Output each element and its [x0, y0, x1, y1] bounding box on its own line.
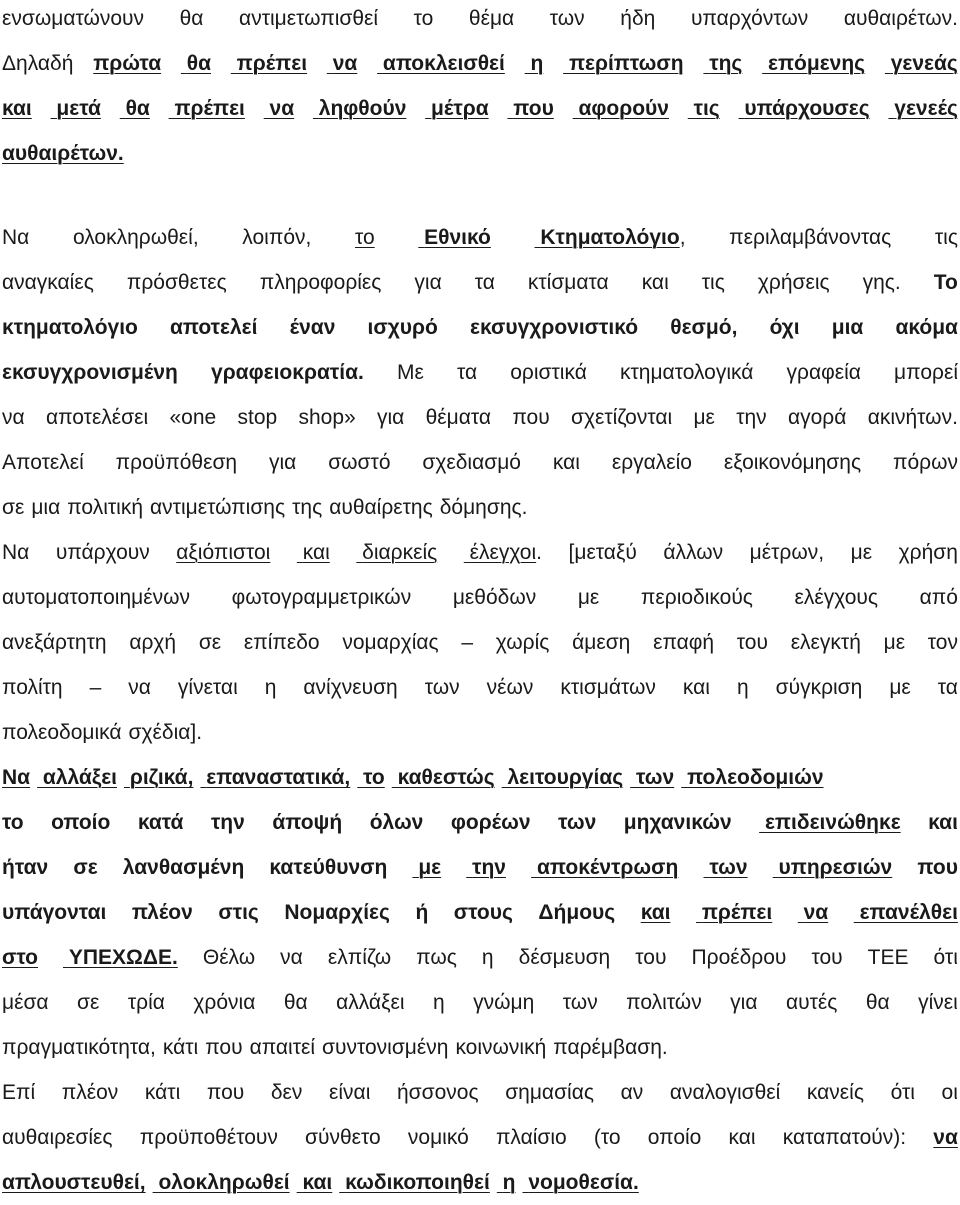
text-line: [2, 845, 958, 890]
text-line: [2, 1115, 958, 1160]
word: επόμενης: [767, 52, 866, 75]
word: Αποτελεί: [2, 451, 84, 474]
word: αγορά: [787, 406, 847, 429]
text-line: [2, 0, 958, 41]
word: έναν: [289, 316, 336, 339]
word: αντιμετωπισθεί: [239, 7, 379, 30]
word: σύγκριση: [775, 676, 863, 699]
word: Με: [396, 361, 424, 384]
word: την: [472, 856, 506, 879]
word: πλαίσιο: [495, 1126, 567, 1149]
word: κτισμάτων: [560, 676, 656, 699]
word: τα: [474, 271, 495, 294]
word: σε: [198, 631, 222, 654]
word: να: [332, 52, 358, 75]
paragraph-measures: [2, 215, 958, 1205]
word: χρόνια: [193, 991, 256, 1014]
word: στους: [453, 901, 513, 924]
word: πολιτική: [67, 496, 144, 519]
word: των: [562, 991, 598, 1014]
word: πληροφορίες: [259, 271, 382, 294]
word: ΥΠΕΧΩΔΕ.: [68, 946, 178, 969]
word: ότι: [890, 1081, 915, 1104]
word: τα: [937, 676, 958, 699]
word: για: [377, 406, 405, 429]
word: την: [736, 406, 767, 429]
word: επαφή: [653, 631, 715, 654]
text-line: [2, 350, 958, 395]
word: απλουστευθεί,: [2, 1171, 146, 1194]
word: καθεστώς: [397, 766, 495, 789]
word: όχι: [769, 316, 800, 339]
word: μέτρα: [431, 97, 489, 120]
text-line: [2, 131, 958, 176]
text-line: [2, 1160, 958, 1205]
word: άλλων: [663, 541, 724, 564]
word: μπορεί: [894, 361, 958, 384]
word: και: [552, 451, 580, 474]
word: εκσυγχρονιστικό: [470, 316, 639, 339]
text-line: [2, 755, 958, 800]
word: το: [413, 7, 434, 30]
word: των: [636, 766, 675, 789]
word: του: [635, 946, 667, 969]
word: και: [640, 901, 671, 924]
word: το: [363, 766, 385, 789]
word: Δηλαδή: [2, 52, 74, 75]
word: να: [933, 1126, 958, 1149]
word: υπάρχουν: [55, 541, 150, 564]
word: σχεδιασμό: [422, 451, 521, 474]
text-line: [2, 395, 958, 440]
word: μέσα: [2, 991, 49, 1014]
word: ότι: [933, 946, 958, 969]
word: πολιτών: [626, 991, 702, 1014]
word: γραφειοκρατία.: [211, 361, 364, 384]
word: η: [481, 946, 494, 969]
word: οποίο: [51, 811, 111, 834]
word: αρχή: [129, 631, 177, 654]
word: Να: [2, 766, 31, 789]
text-line: [2, 890, 958, 935]
word: ολοκληρωθεί: [158, 1171, 290, 1194]
word: ριζικά,: [129, 766, 194, 789]
word: του: [736, 631, 768, 654]
word: σημασίας: [505, 1081, 594, 1104]
word: με: [883, 631, 906, 654]
word: χρήση: [898, 541, 958, 564]
word: σε: [2, 496, 25, 519]
text-line: [2, 620, 958, 665]
word: ανεξάρτητη: [2, 631, 107, 654]
word: κτίσματα: [527, 271, 609, 294]
word: αποκλεισθεί: [382, 52, 505, 75]
word: θέμα: [468, 7, 515, 30]
word: θα: [865, 991, 890, 1014]
word: πρέπει: [701, 901, 773, 924]
word: shop»: [298, 406, 356, 429]
word: μέτρων,: [749, 541, 825, 564]
word: προϋποθέτουν: [139, 1126, 278, 1149]
text-line: [2, 215, 958, 260]
word: διαρκείς: [362, 541, 438, 564]
word: ελπίζω: [327, 946, 392, 969]
word: Το: [933, 271, 958, 294]
word: μηχανικών: [623, 811, 732, 834]
word: και: [302, 1171, 333, 1194]
word: Θέλω: [202, 946, 256, 969]
word: κανείς: [806, 1081, 864, 1104]
word: πλέον: [61, 1081, 119, 1104]
word: άμεση: [572, 631, 631, 654]
word: αποκέντρωση: [536, 856, 679, 879]
word: αναγκαίες: [2, 271, 94, 294]
word: περιλαμβάνοντας: [729, 226, 892, 249]
text-line: [2, 1070, 958, 1115]
word: αυθαιρέτων.: [2, 142, 124, 165]
word: ελέγχους: [794, 586, 879, 609]
text-line: [2, 980, 958, 1025]
word: κοινωνική: [455, 1036, 547, 1059]
word: της: [292, 496, 323, 519]
word: προϋπόθεση: [115, 451, 238, 474]
word: πλέον: [131, 901, 193, 924]
word: αφορούν: [578, 97, 669, 120]
word: πραγματικότητα,: [2, 1036, 156, 1059]
word: που: [513, 97, 554, 120]
word: γης.: [862, 271, 901, 294]
word: απαιτεί: [249, 1036, 316, 1059]
word: από: [919, 586, 958, 609]
word: επαναστατικά,: [206, 766, 351, 789]
word: αντιμετώπισης: [150, 496, 286, 519]
word: και: [302, 541, 330, 564]
word: τις: [934, 226, 958, 249]
word: αυθαίρετης: [329, 496, 433, 519]
word: τον: [927, 631, 958, 654]
text-line: [2, 86, 958, 131]
word: έλεγχοι.: [469, 541, 542, 564]
word: επανέλθει: [859, 901, 958, 924]
word: για: [414, 271, 442, 294]
word: Να: [2, 226, 30, 249]
word: των: [549, 7, 585, 30]
word: πολίτη: [2, 676, 63, 699]
word: φωτογραμμετρικών: [231, 586, 412, 609]
word: σχέδια].: [128, 721, 203, 744]
word: των: [709, 856, 748, 879]
word: μια: [31, 496, 61, 519]
word: με: [850, 541, 873, 564]
word: να: [280, 946, 303, 969]
word: –: [461, 631, 474, 654]
word: γενεές: [894, 97, 958, 120]
word: αξιόπιστοι: [176, 541, 271, 564]
word: πως: [416, 946, 457, 969]
word: η: [264, 676, 277, 699]
word: πρέπει: [174, 97, 245, 120]
word: των: [558, 811, 597, 834]
word: γίνει: [918, 991, 958, 1014]
word: πολεοδομικά: [2, 721, 122, 744]
word: –: [89, 676, 102, 699]
word: το: [354, 226, 375, 249]
word: με: [577, 586, 600, 609]
word: θεσμό,: [670, 316, 738, 339]
word: οριστικά: [510, 361, 587, 384]
word: δεν: [270, 1081, 303, 1104]
word: τα: [456, 361, 478, 384]
word: ή: [415, 901, 429, 924]
word: η: [502, 1171, 516, 1194]
word: καταπατούν):: [782, 1126, 907, 1149]
word: σύνθετο: [305, 1126, 381, 1149]
word: να: [2, 406, 25, 429]
word: οποίο: [647, 1126, 702, 1149]
word: πόρων: [892, 451, 958, 474]
word: νέων: [486, 676, 534, 699]
text-line: [2, 710, 958, 755]
text-line: [2, 440, 958, 485]
word: ΤΕΕ: [867, 946, 909, 969]
word: νομαρχίας: [342, 631, 439, 654]
word: πολεοδομιών: [687, 766, 824, 789]
word: περιοδικούς: [640, 586, 753, 609]
word: αναλογισθεί: [669, 1081, 781, 1104]
word: γίνεται: [177, 676, 238, 699]
word: με: [693, 406, 715, 429]
word: σε: [73, 856, 98, 879]
word: ισχυρό: [367, 316, 438, 339]
word: το: [2, 811, 24, 834]
word: μια: [831, 316, 864, 339]
word: πρόσθετες: [126, 271, 227, 294]
word: η: [530, 52, 544, 75]
word: στις: [218, 901, 259, 924]
word: εξοικονόμησης: [723, 451, 862, 474]
word: Εθνικό: [424, 226, 491, 249]
word: αποτελέσει: [45, 406, 149, 429]
word: τρία: [127, 991, 165, 1014]
word: κατά: [137, 811, 184, 834]
word: και: [641, 271, 669, 294]
word: με: [889, 676, 911, 699]
word: κωδικοποιηθεί: [345, 1171, 490, 1194]
word: πρέπει: [236, 52, 308, 75]
word: αυτοματοποιημένων: [2, 586, 190, 609]
word: κατεύθυνση: [269, 856, 388, 879]
word: για: [269, 451, 297, 474]
word: του: [811, 946, 843, 969]
word: νομικό: [407, 1126, 469, 1149]
word: να: [269, 97, 295, 120]
word: εργαλείο: [611, 451, 692, 474]
word: θα: [283, 991, 308, 1014]
word: [μεταξύ: [568, 541, 637, 564]
word: κτηματολόγιο: [2, 316, 138, 339]
word: θέματα: [425, 406, 492, 429]
text-line: [2, 530, 958, 575]
word: δόμησης.: [439, 496, 528, 519]
word: αλλάξει: [336, 991, 405, 1014]
word: Προέδρου: [691, 946, 787, 969]
word: αυτές: [785, 991, 838, 1014]
word: στο: [2, 946, 38, 969]
paragraph-intro: [2, 0, 958, 176]
word: αυθαιρέτων.: [843, 7, 958, 30]
word: «one: [169, 406, 217, 429]
word: χωρίς: [495, 631, 550, 654]
word: νομοθεσία.: [528, 1171, 639, 1194]
word: γραφεία: [786, 361, 861, 384]
text-line: [2, 800, 958, 845]
word: που: [512, 406, 550, 429]
word: σε: [77, 991, 100, 1014]
word: και: [2, 97, 32, 120]
word: υπάγονται: [2, 901, 107, 924]
word: άποψή: [272, 811, 343, 834]
word: γενεάς: [890, 52, 958, 75]
word: και: [728, 1126, 756, 1149]
word: ακόμα: [895, 316, 958, 339]
word: Επί: [2, 1081, 36, 1104]
word: ελεγκτή: [790, 631, 861, 654]
word: συντονισμένη: [322, 1036, 449, 1059]
word: κτηματολογικά: [619, 361, 754, 384]
word: οι: [941, 1081, 958, 1104]
word: ανίχνευση: [303, 676, 398, 699]
word: Κτηματολόγιο,: [540, 226, 686, 249]
word: πρώτα: [93, 52, 162, 75]
text-line: [2, 1025, 958, 1070]
word: stop: [237, 406, 278, 429]
word: υπάρχουσες: [744, 97, 870, 120]
word: περίπτωση: [568, 52, 684, 75]
text-line: [2, 305, 958, 350]
word: Να: [2, 541, 30, 564]
word: που: [206, 1081, 245, 1104]
word: να: [128, 676, 151, 699]
word: ήταν: [2, 856, 49, 879]
word: φορέων: [450, 811, 531, 834]
word: όλων: [369, 811, 424, 834]
word: μετά: [56, 97, 101, 120]
word: με: [418, 856, 442, 879]
word: σχετίζονται: [570, 406, 673, 429]
word: αποτελεί: [170, 316, 258, 339]
word: επίπεδο: [243, 631, 320, 654]
word: μεθόδων: [452, 586, 537, 609]
word: σωστό: [328, 451, 391, 474]
word: αν: [620, 1081, 644, 1104]
word: για: [730, 991, 758, 1014]
word: δέσμευση: [518, 946, 611, 969]
word: χρήσεις: [757, 271, 830, 294]
word: ήσσονος: [396, 1081, 479, 1104]
text-line: [2, 41, 958, 86]
word: που: [917, 856, 958, 879]
word: επιδεινώθηκε: [764, 811, 901, 834]
word: ακινήτων.: [867, 406, 958, 429]
word: αλλάξει: [42, 766, 117, 789]
word: η: [736, 676, 749, 699]
word: ήδη: [620, 7, 656, 30]
word: η: [432, 991, 445, 1014]
text-line: [2, 575, 958, 620]
word: λειτουργίας: [507, 766, 624, 789]
word: λοιπόν,: [242, 226, 312, 249]
word: ολοκληρωθεί,: [72, 226, 199, 249]
word: κάτι: [144, 1081, 181, 1104]
text-line: [2, 260, 958, 305]
word: εκσυγχρονισμένη: [2, 361, 178, 384]
word: των: [424, 676, 460, 699]
word: υπαρχόντων: [690, 7, 809, 30]
word: Δήμους: [538, 901, 616, 924]
word: τις: [693, 97, 720, 120]
word: τις: [701, 271, 725, 294]
text-line: [2, 665, 958, 710]
word: λανθασμένη: [122, 856, 245, 879]
word: που: [205, 1036, 243, 1059]
word: είναι: [329, 1081, 371, 1104]
text-line: [2, 485, 958, 530]
word: την: [210, 811, 245, 834]
word: θα: [179, 7, 204, 30]
word: (το: [593, 1126, 621, 1149]
word: Νομαρχίες: [284, 901, 390, 924]
word: της: [709, 52, 743, 75]
word: γνώμη: [473, 991, 535, 1014]
word: και: [928, 811, 958, 834]
word: αυθαιρεσίες: [2, 1126, 113, 1149]
word: ενσωματώνουν: [2, 7, 145, 30]
word: θα: [125, 97, 150, 120]
word: παρέμβαση.: [553, 1036, 668, 1059]
word: θα: [186, 52, 211, 75]
word: να: [803, 901, 829, 924]
word: ληφθούν: [318, 97, 407, 120]
word: υπηρεσιών: [778, 856, 893, 879]
text-line: [2, 935, 958, 980]
word: και: [682, 676, 710, 699]
word: κάτι: [162, 1036, 199, 1059]
